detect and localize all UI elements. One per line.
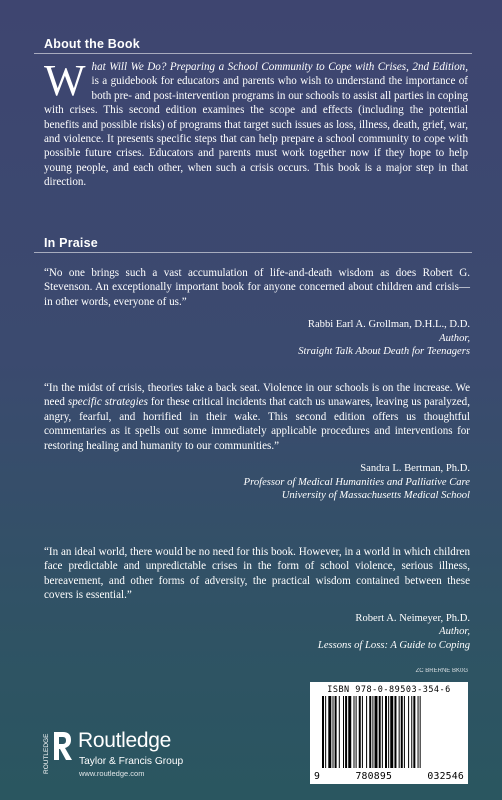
- quote-text: “In an ideal world, there would be no need for this book. However, in a world in which children face predictable and unpredictable crises in the form of school violence, serious illness, bereavement, and other forms of adversity, the practical wisdom contained between these covers is essential.”: [44, 546, 470, 602]
- quote-author-role: Professor of Medical Humanities and Palliative Care: [243, 476, 470, 488]
- quote-author: Rabbi Earl A. Grollman, D.H.L., D.D.: [307, 319, 470, 331]
- barcode-digits: 9 780895 032546: [314, 771, 464, 782]
- quote-author: Robert A. Neimeyer, Ph.D.: [355, 612, 470, 624]
- barcode-stripe: [328, 696, 331, 768]
- barcode-stripe: [345, 696, 347, 768]
- barcode-stripe: [372, 696, 373, 768]
- drop-cap: W: [44, 56, 86, 105]
- barcode-stripe: [408, 696, 409, 768]
- praise-quote-1: [44, 266, 470, 359]
- about-paragraph: [44, 56, 468, 190]
- barcode-stripe: [379, 696, 381, 768]
- barcode-stripe: [343, 696, 344, 768]
- praise-quote-3: [44, 545, 470, 652]
- barcode-stripe: [388, 696, 389, 768]
- barcode-small-label: ZC BRERNE BK0G: [415, 668, 468, 674]
- about-heading: About the Book: [44, 37, 140, 51]
- quote-author: Sandra L. Bertman, Ph.D.: [360, 463, 470, 475]
- quote-author-role: Author, Lessons of Loss: A Guide to Coping: [317, 626, 470, 651]
- praise-quote-2: [44, 381, 470, 503]
- quote-text: “In the midst of crisis, theories take a back seat. Violence in our schools is on the increase. We need specific strategies for these critical incidents that catch us unawares, leaving us paralyzed, angry, fearful, and horrified in their wake. This second edition offers us thoughtful commentaries as it spells out some immediately applicable procedures and interventions for restoring healing and humanity to our communities.”: [44, 382, 470, 452]
- barcode-stripe: [362, 696, 363, 768]
- barcode-stripe: [411, 696, 412, 768]
- publisher-url: www.routledge.com: [79, 769, 145, 778]
- about-section: [0, 32, 502, 232]
- barcode-stripe: [382, 696, 383, 768]
- praise-heading: In Praise: [44, 236, 98, 250]
- praise-section: [0, 231, 502, 253]
- routledge-r-icon: [44, 728, 74, 776]
- barcode-stripe: [418, 696, 419, 768]
- about-heading-bar: [0, 32, 502, 54]
- barcode-stripe: [359, 696, 361, 768]
- publisher-group: Taylor & Francis Group: [79, 756, 184, 767]
- quote-attribution: [44, 612, 470, 653]
- about-heading-rule: [34, 53, 472, 54]
- quote-attribution: [44, 318, 470, 359]
- barcode-stripe: [399, 696, 400, 768]
- barcode-stripe: [385, 696, 387, 768]
- barcode-stripe: [356, 696, 357, 768]
- barcode-stripe: [325, 696, 326, 768]
- barcode-stripe: [354, 696, 355, 768]
- barcode-stripe: [322, 696, 324, 768]
- svg-text:ROUTLEDGE: ROUTLEDGE: [43, 733, 50, 774]
- barcode-stripe: [401, 696, 403, 768]
- praise-heading-bar: [0, 231, 502, 253]
- praise-heading-rule: [34, 252, 472, 253]
- publisher-name: Routledge: [78, 729, 172, 752]
- barcode-bars: [322, 696, 456, 768]
- barcode-stripe: [333, 696, 334, 768]
- barcode-stripe: [413, 696, 415, 768]
- quote-author-role: Author, Straight Talk About Death for Teenagers: [298, 332, 470, 358]
- barcode-stripe: [339, 696, 340, 768]
- barcode-stripe: [366, 696, 367, 768]
- barcode-stripe: [369, 696, 371, 768]
- barcode: [310, 682, 468, 784]
- isbn-text: ISBN 978-0-89503-354-6: [327, 685, 451, 695]
- quote-text: “No one brings such a vast accumulation of life-and-death wisdom as does Robert G. Stevenson. An exceptionally important book for anyone concerned about children and crisis—in other words, everyone of us.”: [44, 267, 470, 308]
- barcode-stripe: [348, 696, 351, 768]
- barcode-stripe: [375, 696, 378, 768]
- quote-attribution: [44, 462, 470, 503]
- barcode-stripe: [404, 696, 405, 768]
- barcode-stripe: [390, 696, 393, 768]
- barcode-stripe: [420, 696, 421, 768]
- barcode-stripe: [394, 696, 396, 768]
- quote-author-affiliation: University of Massachusetts Medical School: [281, 490, 470, 502]
- about-text: is a guidebook for educators and parents who wish to understand the importance of both pre- and post-intervention programs in our schools to assist all parties in coping with crises. This second edition examines the scope and effects (including the potential benefits and possible risks) of programs that target such issues as loss, illness, death, grief, war, and violence. It presents specific steps that can help prepare a school community to cope with possible future crises. Educators and parents must work together now if they hope to help young people, and each other, when such a crisis occurs. This book is a major step in that direction.: [44, 75, 468, 189]
- book-title: hat Will We Do? Preparing a School Community to Cope with Crises, 2nd Edition,: [91, 61, 468, 73]
- barcode-stripe: [335, 696, 337, 768]
